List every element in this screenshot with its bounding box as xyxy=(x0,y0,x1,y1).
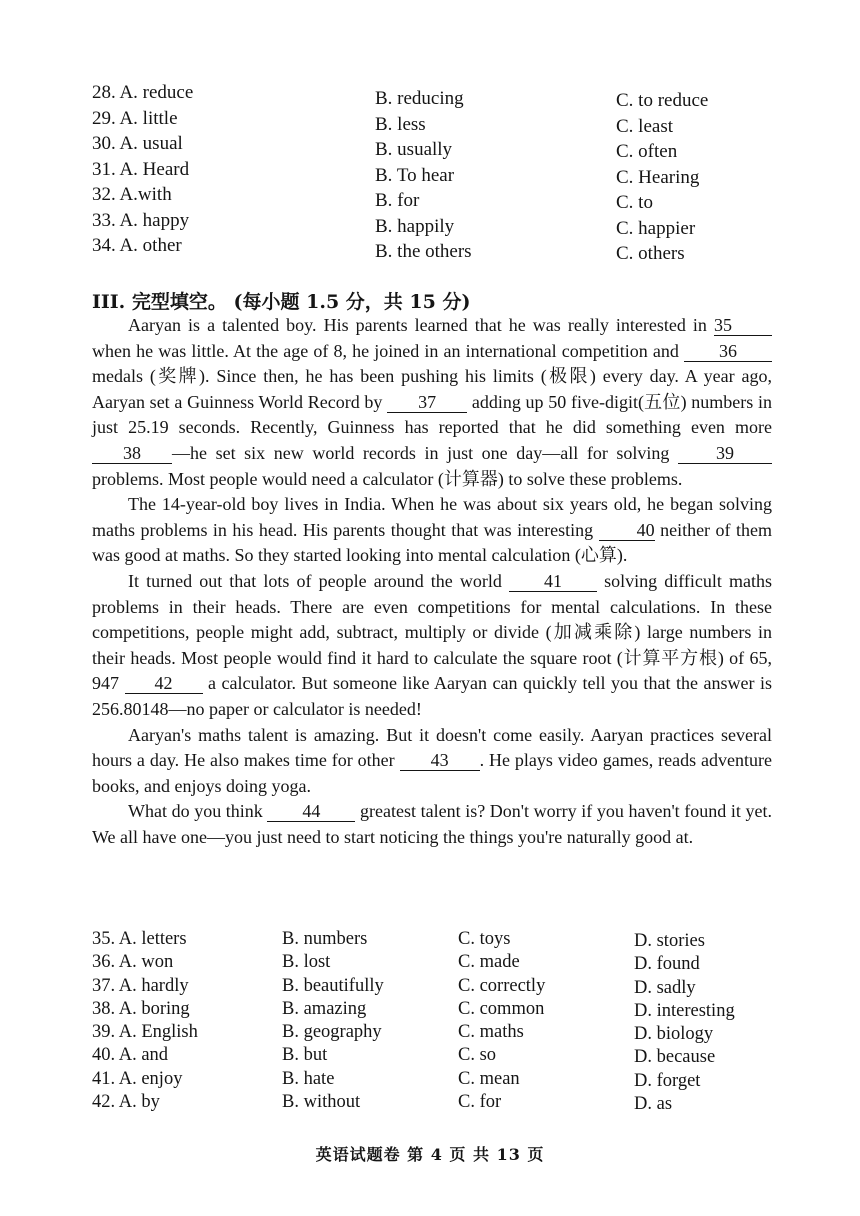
option-a: 42. A. by xyxy=(92,1092,160,1113)
option-b: B. To hear xyxy=(375,164,455,186)
passage-text: a calculator. But someone like Aaryan can quickly tell you that the answer is 256.80148—no paper or calculator is needed! xyxy=(92,673,772,719)
passage-text: What do you think xyxy=(128,801,268,822)
option-row xyxy=(92,157,792,188)
paragraph xyxy=(92,492,772,569)
option-a: 39. A. English xyxy=(92,1022,198,1043)
option-a: 34. A. other xyxy=(92,235,182,256)
option-b: B. but xyxy=(282,1045,328,1066)
option-b: B. hate xyxy=(282,1068,335,1089)
option-b: B. happily xyxy=(375,215,455,237)
blank-42: 42 xyxy=(125,673,203,694)
option-row xyxy=(92,80,792,111)
cloze-passage xyxy=(92,313,772,850)
option-c: C. made xyxy=(458,952,520,973)
option-a: 37. A. hardly xyxy=(92,975,189,996)
option-c: C. maths xyxy=(458,1022,524,1043)
option-c: C. correctly xyxy=(458,975,546,996)
blank-35: 35 xyxy=(714,315,772,336)
option-d: D. interesting xyxy=(634,1000,735,1021)
blank-36: 36 xyxy=(684,341,772,362)
blank-44: 44 xyxy=(267,801,355,822)
paragraph xyxy=(92,569,772,723)
passage-text: The 14-year-old boy lives in India. When he was about six years old, he began solving maths problems in his head. His parents thought that was interesting xyxy=(92,494,772,540)
blank-38: 38 xyxy=(92,443,172,464)
paragraph xyxy=(92,723,772,800)
passage-text: adding up 50 five-digit(五位) numbers in just 25.19 seconds. Recently, Guinness has reported that he did something even more xyxy=(92,391,772,438)
options-list-part2 xyxy=(92,928,792,1114)
option-a: 28. A. reduce xyxy=(92,82,194,103)
option-d: D. biology xyxy=(634,1024,714,1045)
option-a: 31. A. Heard xyxy=(92,158,190,180)
option-d: D. stories xyxy=(634,931,705,951)
option-b: B. usually xyxy=(375,139,453,160)
option-row xyxy=(92,1091,792,1114)
section-title: III. 完型填空。 (每小题 1.5 分，共 15 分) xyxy=(92,291,471,313)
option-c: C. Hearing xyxy=(616,166,700,188)
option-b: B. lost xyxy=(282,952,331,973)
option-c: C. so xyxy=(458,1045,497,1066)
passage-text: It turned out that lots of people around the world xyxy=(128,570,510,591)
passage-text: —he set six new world records in just one day—all for solving xyxy=(172,442,678,463)
passage-text: solving difficult maths problems in their heads. There are even competitions for mental calculations. In these competitions, people might add, subtract, multiply or divide (加减乘除) large numbers in their heads. Most people would find it hard to calculate the square root (计算平方根) of 65, 947 xyxy=(92,570,772,694)
paragraph xyxy=(92,313,772,492)
blank-39: 39 xyxy=(678,443,772,464)
option-row xyxy=(92,1044,792,1067)
option-a: 38. A. boring xyxy=(92,998,190,1019)
passage-text: Aaryan's maths talent is amazing. But it doesn't come easily. Aaryan practices several hours a day. He also makes time for other xyxy=(92,724,772,771)
option-c: C. to xyxy=(616,192,653,213)
option-a: 33. A. happy xyxy=(92,209,190,231)
passage-text: Aaryan is a talented boy. His parents learned that he was really interested in xyxy=(128,315,714,335)
option-b: B. the others xyxy=(375,241,472,262)
options-list-part1 xyxy=(92,80,792,264)
option-a: 30. A. usual xyxy=(92,133,183,154)
option-row xyxy=(92,1068,792,1091)
option-a: 36. A. won xyxy=(92,952,174,973)
option-row xyxy=(92,106,792,137)
option-c: C. often xyxy=(616,141,678,162)
option-a: 29. A. little xyxy=(92,107,178,129)
option-c: C. to reduce xyxy=(616,90,709,111)
passage-text: problems. Most people would need a calculator (计算器) to solve these problems. xyxy=(92,468,683,489)
option-row xyxy=(92,208,792,239)
option-d: D. forget xyxy=(634,1070,701,1091)
option-b: B. less xyxy=(375,113,426,135)
option-d: D. found xyxy=(634,954,700,975)
option-a: 40. A. and xyxy=(92,1045,169,1066)
option-c: C. happier xyxy=(616,217,696,239)
option-b: B. geography xyxy=(282,1022,382,1043)
option-row xyxy=(92,233,792,264)
option-b: B. beautifully xyxy=(282,975,384,996)
option-c: C. common xyxy=(458,998,545,1019)
paragraph xyxy=(92,799,772,850)
option-d: D. sadly xyxy=(634,977,696,998)
option-c: C. mean xyxy=(458,1068,520,1089)
option-row xyxy=(92,131,792,162)
option-row xyxy=(92,975,792,998)
option-b: B. without xyxy=(282,1092,361,1113)
option-c: C. least xyxy=(616,115,673,137)
option-c: C. for xyxy=(458,1092,502,1113)
blank-41: 41 xyxy=(509,571,597,592)
blank-40: 40 xyxy=(599,520,655,541)
option-b: B. reducing xyxy=(375,88,464,109)
passage-text: . He plays video games, reads adventure books, and enjoys doing yoga. xyxy=(92,750,772,796)
blank-43: 43 xyxy=(400,750,480,771)
option-row xyxy=(92,951,792,974)
passage-text: neither of them was good at maths. So they started looking into mental calculation (心算). xyxy=(92,519,772,566)
option-c: C. toys xyxy=(458,929,511,949)
option-a: 32. A.with xyxy=(92,184,172,205)
passage-text: greatest talent is? Don't worry if you haven't found it yet. We all have one—you just need to start noticing the things you're naturally good at. xyxy=(92,801,772,847)
option-b: B. amazing xyxy=(282,998,367,1019)
option-row xyxy=(92,928,792,951)
option-row xyxy=(92,1021,792,1044)
page-footer: 英语试题卷 第 4 页 共 13 页 xyxy=(315,1145,545,1164)
passage-text: when he was little. At the age of 8, he joined in an international competition and xyxy=(92,340,684,361)
option-row xyxy=(92,998,792,1021)
option-a: 41. A. enjoy xyxy=(92,1068,183,1089)
option-b: B. numbers xyxy=(282,929,368,949)
option-d: D. as xyxy=(634,1094,673,1115)
option-c: C. others xyxy=(616,243,685,264)
blank-37: 37 xyxy=(387,392,467,413)
option-d: D. because xyxy=(634,1047,716,1068)
option-row xyxy=(92,182,792,213)
passage-text: medals (奖牌). Since then, he has been pushing his limits (极限) every day. A year ago, Aaryan set a Guinness World Record by xyxy=(92,366,772,412)
option-a: 35. A. letters xyxy=(92,929,187,949)
option-b: B. for xyxy=(375,190,420,211)
